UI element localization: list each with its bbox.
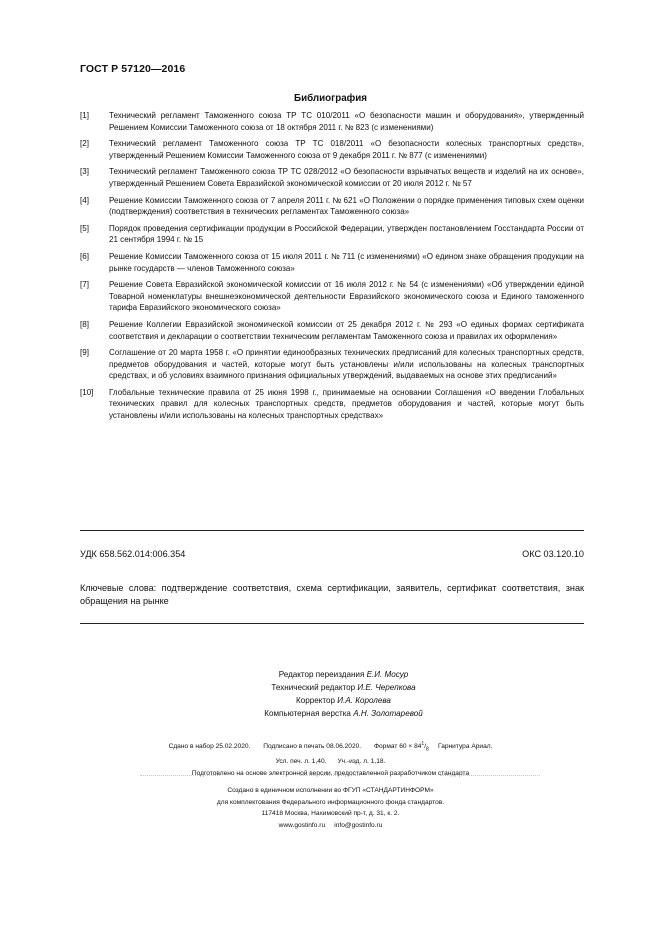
staff-row <box>26 707 661 720</box>
sent-to-set: Сдано в набор 25.02.2020. <box>168 743 251 751</box>
reference-text: Решение Комиссии Таможенного союза от 7 апреля 2011 г. № 621 «О Положении о порядке применения типовых схем оценки (подтверждения) соответствия в технических регламентах Таможенного союза» <box>109 195 584 217</box>
paper-format: Формат $60 \times 84^1/_8$ <box>373 741 429 753</box>
reference-text: Технический регламент Таможенного союза ТР ТС 028/2012 «О безопасности взрывчатых веществ и изделий на их основе», утвержденный Решением Совета Евразийской экономической комиссии от 20 июля 2012 г. № 57 <box>109 167 584 188</box>
reference-number: [9] <box>80 348 89 358</box>
reference-number: [5] <box>80 223 89 233</box>
reference-number: [3] <box>80 167 89 177</box>
reference-text: Соглашение от 20 марта 1958 г. «О принятии единообразных технических предписаний для колесных транспортных средств, предметов оборудования и частей, которые могут быть установлены и/или использованы на колесных транспортных средствах, и об условиях взаимного признания официальных утверждений, выдаваемых на основе этих предписаний» <box>109 348 584 381</box>
reference-text: Решение Совета Евразийской экономической комиссии от 16 июля 2012 г. № 54 (с изменениями) «Об утверждении единой Товарной номенклатуры внешнеэкономической деятельности Евразийского экономического союза и Единого таможенного тарифа Евразийского экономического союза» <box>109 280 584 313</box>
divider-top <box>80 530 584 531</box>
publisher-line-2: для комплектования Федерального информационного фонда стандартов. <box>216 798 445 806</box>
publisher-contacts <box>0 820 661 832</box>
reference-number: [10] <box>80 387 94 397</box>
faint-line <box>300 775 360 776</box>
reference-text: Технический регламент Таможенного союза ТР ТС 018/2011 «О безопасности колесных транспортных средств», утвержденный Решением Комиссии Таможенного союза от 9 декабря 2011 г. № 877 (с изменениями) <box>109 139 584 160</box>
printing-line-1 <box>0 738 661 756</box>
reference-number: [7] <box>80 280 89 290</box>
reference-text: Решение Комиссии Таможенного союза от 15 июля 2011 г. № 711 (с изменениями) «О едином знаке обращения продукции на рынке государств — членов Таможенного союза» <box>109 251 584 273</box>
udk-code: УДК 658.562.014:006.354 <box>80 549 186 559</box>
publisher-email: info@gostinfo.ru <box>334 821 383 829</box>
reference-text: Технический регламент Таможенного союза ТР ТС 010/2011 «О безопасности машин и оборудования», утвержденный Решением Комиссии Таможенного союза от 18 октября 2011 г. № 823 (с изменениями) <box>109 111 584 132</box>
staff-role: Технический редактор <box>271 683 356 692</box>
signed-for-print: Подписано в печать 08.06.2020. <box>263 743 362 751</box>
reference-text: Глобальные технические правила от 25 июня 1998 г., принимаемые на основании Соглашения «О введении Глобальных технических правил для колесных транспортных средств, предметов оборудования и частей, которые могут быть установлены и/или использованы на колесных транспортных средствах» <box>109 387 584 421</box>
faint-line <box>140 775 220 776</box>
bibliography-item <box>80 251 584 274</box>
publisher-line-1: Создано в единичном исполнении во ФГУП «СТАНДАРТИНФОРМ» <box>227 787 434 794</box>
oks-code: ОКС 03.120.10 <box>522 549 584 559</box>
printing-info <box>0 738 661 780</box>
divider-bottom <box>80 623 584 624</box>
bibliography-item <box>80 138 584 161</box>
bibliography-item <box>80 319 584 342</box>
bibliography-title: Библиография <box>294 93 367 104</box>
print-sheets: Усл. печ. л. 1,40. <box>275 757 327 765</box>
editorial-staff <box>0 668 661 720</box>
prepared-note: Подготовлено на основе электронной версии, предоставленной разработчиком стандарта <box>191 769 470 777</box>
staff-name: И.Е. Черепкова <box>357 683 416 692</box>
staff-name: А.Н. Золотаревой <box>353 709 423 718</box>
bibliography-item <box>80 279 584 314</box>
staff-role: Компьютерная верстка <box>264 709 351 718</box>
staff-role: Корректор <box>296 696 336 705</box>
faint-line <box>440 775 540 776</box>
staff-role: Редактор переиздания <box>278 670 365 679</box>
bibliography-item <box>80 195 584 218</box>
reference-number: [4] <box>80 195 89 205</box>
reference-number: [6] <box>80 251 89 261</box>
bibliography-item <box>80 166 584 189</box>
printing-line-2 <box>0 756 661 768</box>
keywords: Ключевые слова: подтверждение соответствия, схема сертификации, заявитель, сертификат соответствия, знак обращения на рынке <box>80 583 584 606</box>
bibliography-item <box>80 387 584 422</box>
publisher-address: 117418 Москва, Нахимовский пр-т, д. 31, к. 2. <box>261 810 400 817</box>
staff-name: Е.И. Мосур <box>366 670 409 679</box>
staff-row <box>26 681 661 694</box>
typeface: Гарнитура Ариал. <box>438 743 493 751</box>
staff-row <box>26 694 661 707</box>
bibliography-item <box>80 347 584 382</box>
reference-number: [8] <box>80 319 89 329</box>
reference-number: [1] <box>80 111 89 120</box>
bibliography-item <box>80 223 584 246</box>
staff-name: И.А. Королева <box>337 696 391 705</box>
bibliography-list <box>80 110 584 427</box>
staff-row <box>26 668 661 681</box>
reference-text: Решение Коллегии Евразийской экономической комиссии от 25 декабря 2012 г. № 293 «О единых формах сертификата соответствия и декларации о соответствии техническим регламентам Таможенного союза и правилах их оформления» <box>109 319 584 341</box>
document-code: ГОСТ Р 57120—2016 <box>80 63 186 75</box>
reference-number: [2] <box>80 139 89 149</box>
publisher-sheets: Уч.-изд. л. 1,18. <box>337 757 386 765</box>
publisher-website: www.gostinfo.ru <box>278 821 326 829</box>
reference-text: Порядок проведения сертификации продукции в Российской Федерации, утвержден постановлением Госстандарта России от 21 сентября 1994 г. № 15 <box>109 223 584 245</box>
publisher-info <box>0 785 661 831</box>
bibliography-item <box>80 110 584 133</box>
